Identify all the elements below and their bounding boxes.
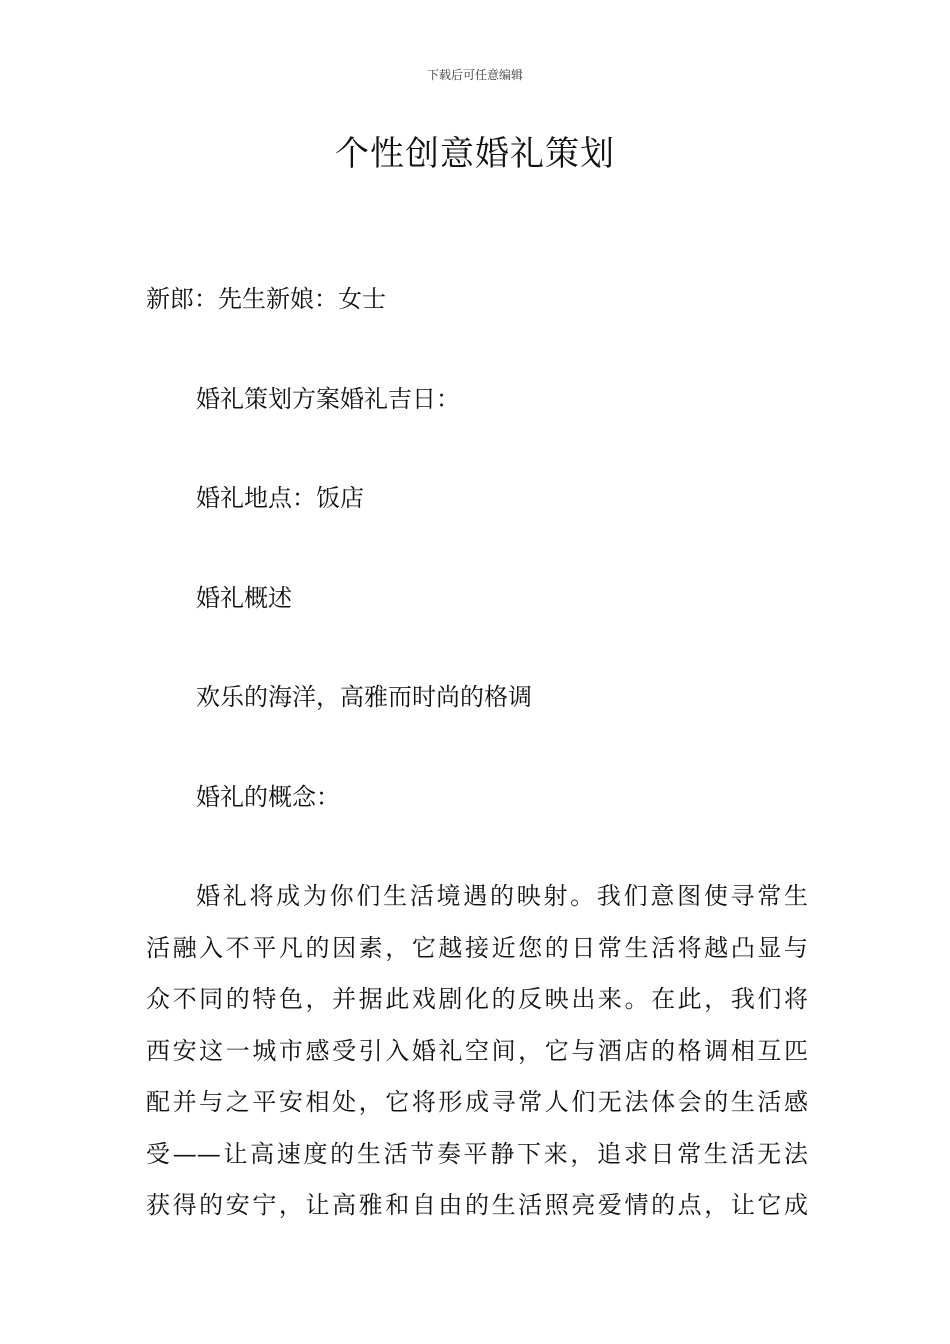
paragraph-line: 活融入不平凡的因素，它越接近您的日常生活将越凸显与 (146, 933, 808, 962)
paragraph-line: 配并与之平安相处，它将形成寻常人们无法体会的生活感 (146, 1088, 808, 1116)
plan-date-line: 婚礼策划方案婚礼吉日： (196, 385, 460, 413)
couple-line: 新郎：先生新娘：女士 (146, 285, 386, 313)
concept-heading: 婚礼的概念： (196, 783, 340, 811)
concept-paragraph (146, 876, 808, 1237)
venue-line: 婚礼地点：饭店 (196, 484, 364, 512)
paragraph-line: 众不同的特色，并据此戏剧化的反映出来。在此，我们将 (146, 985, 808, 1013)
paragraph-line: 婚礼将成为你们生活境遇的映射。我们意图使寻常生 (196, 882, 808, 910)
paragraph-line: 西安这一城市感受引入婚礼空间，它与酒店的格调相互匹 (146, 1036, 808, 1065)
overview-heading: 婚礼概述 (196, 584, 292, 612)
header-note: 下载后可任意编辑 (426, 68, 523, 82)
paragraph-line: 获得的安宁，让高雅和自由的生活照亮爱情的点，让它成 (146, 1191, 808, 1219)
paragraph-line: 受——让高速度的生活节奏平静下来，追求日常生活无法 (146, 1139, 808, 1168)
document-title: 个性创意婚礼策划 (335, 134, 615, 174)
theme-line: 欢乐的海洋，高雅而时尚的格调 (196, 683, 532, 711)
